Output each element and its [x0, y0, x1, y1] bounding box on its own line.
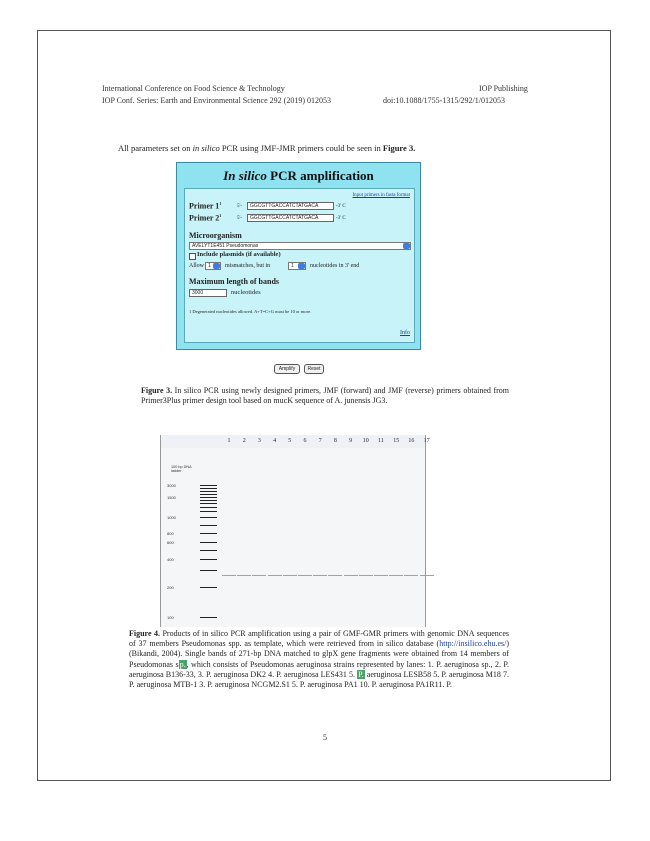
allow-label: Allow [189, 263, 204, 269]
pcr-band [359, 575, 373, 576]
lane-label: 3 [257, 438, 261, 444]
intro-italic: in silico [192, 143, 220, 153]
mw-label: 400 [167, 557, 174, 562]
header-left-line2: IOP Conf. Series: Earth and Environmental Science 292 (2019) 012053 [102, 96, 331, 105]
ladder-band [200, 494, 217, 495]
microorganism-label: Microorganism [189, 231, 242, 240]
figure4-text-4: aeruginosa LESB58 5. P. aeruginosa M18 7. P. aeruginosa MTB-1 3. P. aeruginosa NCGM2.S1 5. P. aeruginosa PA1 10. P. aeruginosa PA1R11. P. [129, 669, 510, 690]
pcr-band [222, 575, 236, 576]
mw-label: 800 [167, 531, 174, 536]
reset-button[interactable]: Reset [304, 364, 324, 374]
figure4-caption [129, 629, 509, 690]
pcr-band [344, 575, 358, 576]
mw-label: 3000 [167, 483, 176, 488]
figure3-label: Figure 3. [141, 386, 173, 395]
header-doi: doi:10.1088/1755-1315/292/1/012053 [383, 96, 505, 105]
pcr-title [177, 168, 420, 184]
chevron-down-icon [213, 263, 220, 269]
ladder-band [200, 559, 217, 560]
ladder-band [200, 500, 217, 501]
mw-label: 100 [167, 615, 174, 620]
ladder-band [200, 511, 217, 512]
figure4-text-1: Products of in silico PCR amplification using a pair of GMF-GMR primers with genomic DNA sequences of 37 members Pseudomonas spp. as template, which were retrieved from in silico database ( [129, 629, 510, 649]
max-band-input[interactable]: 3000 [189, 289, 227, 297]
info-link[interactable]: Info [400, 330, 410, 336]
pcr-band [404, 575, 418, 576]
lane-label: 4 [273, 438, 277, 444]
pcr-form-inner [184, 188, 415, 343]
lane-label: 8 [333, 438, 337, 444]
microorganism-select[interactable] [189, 242, 411, 250]
figure3-caption-text: In silico PCR using newly designed primers, JMF (forward) and JMF (reverse) primers obtained from Primer3Plus primer design tool based on mucK sequence of A. junensis JG3. [141, 386, 510, 405]
mw-label: 1500 [167, 495, 176, 500]
pcr-band [237, 575, 251, 576]
lane-label: 9 [349, 438, 353, 444]
pcr-band [283, 575, 297, 576]
pcr-band [374, 575, 388, 576]
ladder-band [200, 485, 217, 486]
ladder-band [200, 570, 217, 571]
lane-label: 16 [408, 438, 415, 444]
pcr-figure [176, 162, 421, 378]
nucleotide-select[interactable] [288, 262, 306, 270]
gel-image [160, 435, 430, 627]
page-number: 5 [323, 733, 327, 742]
lane-label: 2 [242, 438, 246, 444]
input-fasta-link[interactable]: Input primers in fasta format [352, 193, 410, 198]
mismatches-text: mismatches, but in [225, 263, 271, 269]
nucleotides-text: nucleotides in 3' end [310, 263, 360, 269]
mw-label: 1000 [167, 515, 176, 520]
primer1-input[interactable]: GGCGTTGACCATCTATGACA [247, 202, 334, 210]
primer1-label-text: Primer 1 [189, 201, 220, 211]
pcr-band [420, 575, 434, 576]
lane-label: 17 [423, 438, 430, 444]
mismatch-select[interactable] [205, 262, 221, 270]
figure3-caption [141, 386, 509, 406]
intro-text: All parameters set on [118, 143, 193, 153]
degenerated-footnote: 1 Degenerated nucleotides allowed. A+T=C+G must be 10 or more. [189, 309, 312, 314]
ladder-band [200, 533, 217, 534]
pcr-title-rest: PCR amplification [266, 168, 374, 183]
chevron-down-icon [298, 263, 305, 269]
pcr-band [313, 575, 327, 576]
figure4-text-2: ) (Bikandi, 2004). Single bands of 271-bp DNA matched to glpX gene fragments were obtained from 14 members of Pseudomonas s [129, 639, 509, 669]
ladder-band [200, 587, 217, 588]
pcr-band [252, 575, 266, 576]
intro-paragraph [118, 143, 415, 153]
ladder-band [200, 525, 217, 526]
ladder-band [200, 517, 217, 518]
ladder-band [200, 488, 217, 489]
nucleotides-unit: nucleotides [231, 289, 261, 296]
primer1-prefix: 5'- [237, 204, 243, 209]
lane-label: 15 [393, 438, 400, 444]
ladder-band [200, 542, 217, 543]
ladder-band [200, 507, 217, 508]
plasmids-label: Include plasmids (if available) [197, 251, 281, 258]
primer1-label [189, 201, 221, 211]
lane-label: 1 [227, 438, 231, 444]
lane-label: 10 [362, 438, 369, 444]
plasmids-checkbox[interactable] [189, 253, 196, 260]
primer1-sup: 1 [219, 201, 222, 206]
pcr-band [328, 575, 342, 576]
ladder-band [200, 497, 217, 498]
mw-label: 600 [167, 540, 174, 545]
lane-label: 6 [303, 438, 307, 444]
header-right-line1: IOP Publishing [479, 84, 528, 93]
primer1-suffix: -3' C [336, 204, 346, 209]
primer2-suffix: -3' C [336, 216, 346, 221]
primer2-label-text: Primer 2 [189, 213, 220, 223]
microorganism-value: AVELYT1E451 Pseudomonas [192, 243, 259, 249]
insilico-link[interactable]: http://insilico.ehu.es/ [439, 639, 507, 649]
pcr-title-italic: In silico [223, 168, 267, 183]
intro-text-after: PCR using JMF-JMR primers could be seen in [219, 143, 383, 153]
nucleotide-value: 1 [291, 263, 294, 269]
ladder-band [200, 491, 217, 492]
intro-figure-ref: Figure 3. [382, 143, 416, 153]
primer2-prefix: 5'- [237, 216, 243, 221]
lane-label: 5 [288, 438, 292, 444]
primer2-sup: 1 [219, 213, 222, 218]
amplify-button[interactable]: Amplify [274, 364, 300, 374]
ladder-title: 100 bp DNA ladder [171, 465, 192, 473]
header-left-line1: International Conference on Food Science & Technology [102, 84, 285, 93]
ladder-band [200, 503, 217, 504]
pcr-band [268, 575, 282, 576]
mw-label: 200 [167, 585, 174, 590]
chevron-down-icon [403, 243, 410, 249]
pcr-band [389, 575, 403, 576]
lane-label: 11 [378, 438, 384, 444]
max-band-label: Maximum length of bands [189, 277, 280, 286]
lane-label: 7 [318, 438, 322, 444]
figure4-label: Figure 4. [129, 629, 160, 638]
primer2-input[interactable]: GGCGTTGACCATCTATGACA [247, 214, 334, 222]
figure4-text-3: , which consists of Pseudomonas aeruginosa strains represented by lanes: 1. P. aeruginosa sp., 2. P. aeruginosa B136-33, 3. P. aeruginosa DK2 4. P. aeruginosa LES431 5. [129, 659, 509, 679]
mismatch-value: 1 [208, 263, 211, 269]
primer2-label [189, 213, 221, 223]
pcr-band [298, 575, 312, 576]
highlight-mark-2: P. [358, 669, 364, 679]
ladder-band [200, 550, 217, 551]
pcr-form-panel [176, 162, 421, 350]
ladder-band [200, 617, 217, 618]
highlight-mark-1: p. [179, 659, 186, 669]
